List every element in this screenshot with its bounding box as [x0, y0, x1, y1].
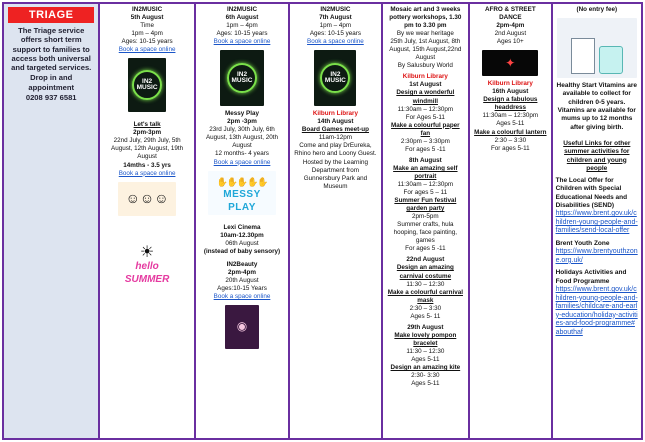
garden-party-ages: For ages 5 -11	[405, 245, 446, 253]
carnival-mask-time: 2:30 – 3:30	[409, 304, 442, 312]
lantern-ages: For ages 5-11	[490, 144, 530, 152]
paper-fan-ages: For ages 5 -11	[405, 145, 446, 153]
hello-summer-image	[121, 242, 173, 290]
carnival-costume-time: 11:30 – 12:30	[406, 280, 445, 288]
lexi-cinema-time: 10am-12.30pm	[220, 231, 264, 239]
event-ages: Ages: 10-15 years	[121, 38, 173, 46]
mosaic-by: By Salusbury World	[397, 62, 453, 70]
event-ages: Ages: 10-15 years	[309, 30, 361, 38]
afro-dance-column	[470, 4, 552, 438]
carnival-mask-ages: Ages 5- 11	[410, 312, 441, 320]
messy-play-ages: 12 months- 4 years	[215, 150, 269, 158]
event-title: IN2MUSIC	[132, 6, 163, 13]
in2beauty-title: IN2Beauty	[226, 260, 258, 268]
kite-time: 2:30- 3:30	[411, 372, 440, 380]
event-time-label: Time	[140, 22, 154, 30]
windmill-title: Design a wonderful windmill	[396, 89, 455, 105]
board-games-time: 11am-12pm	[318, 134, 352, 142]
workshops-column	[383, 4, 470, 438]
lets-talk-dates: 22nd July, 29th July, 5th August, 12th August, 19th August	[111, 137, 184, 161]
board-games-title: Board Games meet-up	[301, 126, 369, 134]
info-column	[553, 4, 641, 438]
triage-phone: 0208 937 6581	[25, 92, 77, 102]
local-offer-title: The Local Offer for Children with Special Educational Needs and Disabilities (SEND)	[555, 177, 628, 210]
lexi-cinema-title: Lexi Cinema	[223, 223, 261, 231]
lantern-title: Make a colourful lantern	[474, 128, 547, 136]
book-link[interactable]: Book a space online	[307, 38, 364, 46]
lets-talk-ages: 14mths - 3.5 yrs	[123, 161, 171, 169]
dancer-icon: ✦	[505, 55, 516, 70]
afro-dance-title: AFRO & STREET DANCE	[484, 6, 536, 22]
messy-play-book-link[interactable]: Book a space online	[213, 158, 271, 166]
bracelet-date: 29th August	[407, 323, 444, 331]
event-date: 7th August	[319, 14, 352, 22]
lets-talk-book-link[interactable]: Book a space online	[118, 169, 176, 177]
in2beauty-book-link[interactable]: Book a space online	[213, 292, 271, 300]
bracelet-ages: Ages 5-11	[411, 355, 440, 363]
triage-drop-in: Drop in and appointment	[28, 73, 74, 92]
haf-link[interactable]: https://www.brent.gov.uk/children-young-people-and-families/childcare-and-early-education/holiday-activities-and-food-programme#abouthaf	[555, 286, 638, 336]
event-hours: 1pm – 4pm	[319, 22, 352, 30]
self-portrait-ages: For ages 5 – 11	[403, 189, 448, 197]
event-ages: Ages: 10-15 years	[216, 30, 268, 38]
paper-fan-title: Make a colourful paper fan	[391, 121, 460, 137]
in2music-5aug-column	[100, 4, 195, 438]
vitamin-jar-icon	[599, 46, 623, 74]
event-hours: 1pm – 4pm	[226, 22, 258, 30]
board-games-description: Come and play DrEureka, Rhino hero and Loony Guest. Hosted by the Learning Department from Gunnersbury Park and Museum	[294, 142, 377, 190]
in2music-7aug-column	[290, 4, 382, 438]
in2beauty-ages: Ages:10-15 Years	[217, 284, 267, 292]
activities-table	[2, 2, 643, 440]
in2music-poster-text: IN2 MUSIC	[227, 63, 257, 93]
windmill-date: 1st August	[409, 81, 442, 89]
self-portrait-time: 11:30am – 12:30pm	[397, 180, 454, 188]
sun-icon: ☀	[139, 243, 155, 261]
event-title: IN2MUSIC	[226, 6, 258, 13]
haf-title: Holidays Activities and Food Programme	[555, 269, 627, 285]
hands-icon: ✋✋✋✋✋	[216, 177, 268, 188]
in2music-poster	[314, 50, 356, 106]
headdress-ages: Ages 5-11	[496, 120, 525, 128]
in2music-poster	[128, 58, 166, 112]
messy-play-time: 2pm -3pm	[227, 118, 257, 126]
vitamins-text: Healthy Start Vitamins are available to collect for children 0-5 years. Vitamins are available for mums up to 12 months after giving birth.	[556, 82, 637, 131]
triage-column	[4, 4, 100, 438]
local-offer-link[interactable]: https://www.brent.gov.uk/children-young-people-and-families/send-local-offer	[555, 210, 638, 235]
lets-talk-time: 2pm-3pm	[133, 129, 162, 137]
vitamins-image	[557, 18, 637, 78]
headdress-date: 16th August	[492, 88, 529, 96]
youth-zone-title: Brent Youth Zone	[555, 240, 610, 248]
in2music-poster-text: IN2 MUSIC	[320, 63, 350, 93]
children-illustration	[118, 182, 176, 216]
board-games-date: 14th August	[317, 118, 354, 126]
bracelet-time: 11:30 – 12:30	[406, 347, 445, 355]
mosaic-dates: 25th July, 1st August, 8th August, 15th August,22nd August	[389, 38, 462, 62]
in2music-poster-text: IN2 MUSIC	[132, 70, 162, 100]
messy-play-logo-text: MESSY PLAY	[223, 188, 261, 213]
headdress-time: 11:30am – 12:30pm	[482, 112, 539, 120]
afro-dance-ages: Ages 10+	[496, 38, 524, 46]
book-link[interactable]: Book a space online	[213, 38, 271, 46]
paper-fan-time: 2:30pm – 3:30pm	[400, 137, 450, 145]
mosaic-header: Mosaic art and 3 weeks pottery workshops, 1.30 pm to 3.30 pm	[389, 6, 462, 30]
self-portrait-date: 8th August	[409, 156, 442, 164]
kilburn-library-label: Kilburn Library	[402, 73, 448, 81]
triage-intro: The Triage service offers short term support to families to access both universal and targeted services.	[11, 26, 92, 73]
messy-play-logo	[208, 171, 276, 215]
carnival-mask-title: Make a colourful carnival mask	[387, 288, 463, 304]
bracelet-title: Make lovely pompon bracelet	[394, 331, 457, 347]
in2beauty-time: 2pm-4pm	[228, 268, 256, 276]
messy-play-dates: 23rd July, 30th July, 6th August, 13th August, 20th August	[205, 126, 279, 150]
afro-dance-date: 2nd August	[494, 30, 527, 38]
garden-party-description: Summer crafts, hula hooping, face painting, games	[393, 221, 458, 245]
afro-dance-time: 2pm-4pm	[496, 22, 525, 30]
in2music-poster	[220, 50, 264, 106]
lexi-cinema-date: 06th August	[225, 239, 259, 247]
kilburn-library-label: Kilburn Library	[487, 80, 533, 88]
lantern-time: 2:30 – 3:30	[494, 136, 527, 144]
carnival-date: 22nd August	[406, 256, 445, 264]
hello-summer-text: hello SUMMER	[124, 260, 170, 285]
book-link[interactable]: Book a space online	[118, 46, 176, 54]
event-hours: 1pm – 4pm	[131, 30, 163, 38]
windmill-ages: For Ages 5-11	[405, 113, 445, 121]
lexi-cinema-note: (instead of baby sensory)	[203, 247, 281, 255]
youth-zone-link[interactable]: https://www.brentyouthzone.org.uk/	[555, 248, 638, 264]
in2beauty-poster	[225, 305, 259, 349]
self-portrait-title: Make an amazing self portrait	[393, 164, 458, 180]
lets-talk-title: Let's talk	[133, 121, 161, 129]
messy-play-title: Messy Play	[225, 110, 259, 118]
triage-title: TRIAGE	[8, 7, 94, 23]
useful-links-title: Useful Links for other summer activities for children and young people	[563, 139, 631, 172]
garden-party-title: Summer Fun festival garden party	[394, 197, 457, 213]
carnival-costume-title: Design an amazing carnival costume	[396, 264, 454, 280]
in2music-6aug-column	[196, 4, 290, 438]
kilburn-library-label: Kilburn Library	[312, 110, 358, 118]
in2beauty-date: 20th August	[225, 276, 259, 284]
event-date: 6th August	[225, 14, 259, 22]
vitamin-box-icon	[571, 38, 595, 74]
kite-ages: Ages 5-11	[411, 380, 440, 388]
headdress-title: Design a fabulous headdress	[483, 96, 538, 112]
face-icon: ◉	[236, 319, 248, 334]
event-date: 5th August	[130, 14, 164, 22]
windmill-time: 11:30am – 12:30pm	[397, 105, 454, 113]
children-icon: ☺☺☺	[125, 189, 169, 206]
event-title: IN2MUSIC	[320, 6, 351, 13]
kite-title: Design an amazing kite	[390, 364, 461, 372]
mosaic-subtitle: By we wear heritage	[396, 30, 454, 38]
garden-party-time: 2pm-5pm	[412, 213, 439, 221]
afro-dance-poster	[482, 50, 538, 76]
no-entry-fee: (No entry fee)	[576, 6, 618, 13]
